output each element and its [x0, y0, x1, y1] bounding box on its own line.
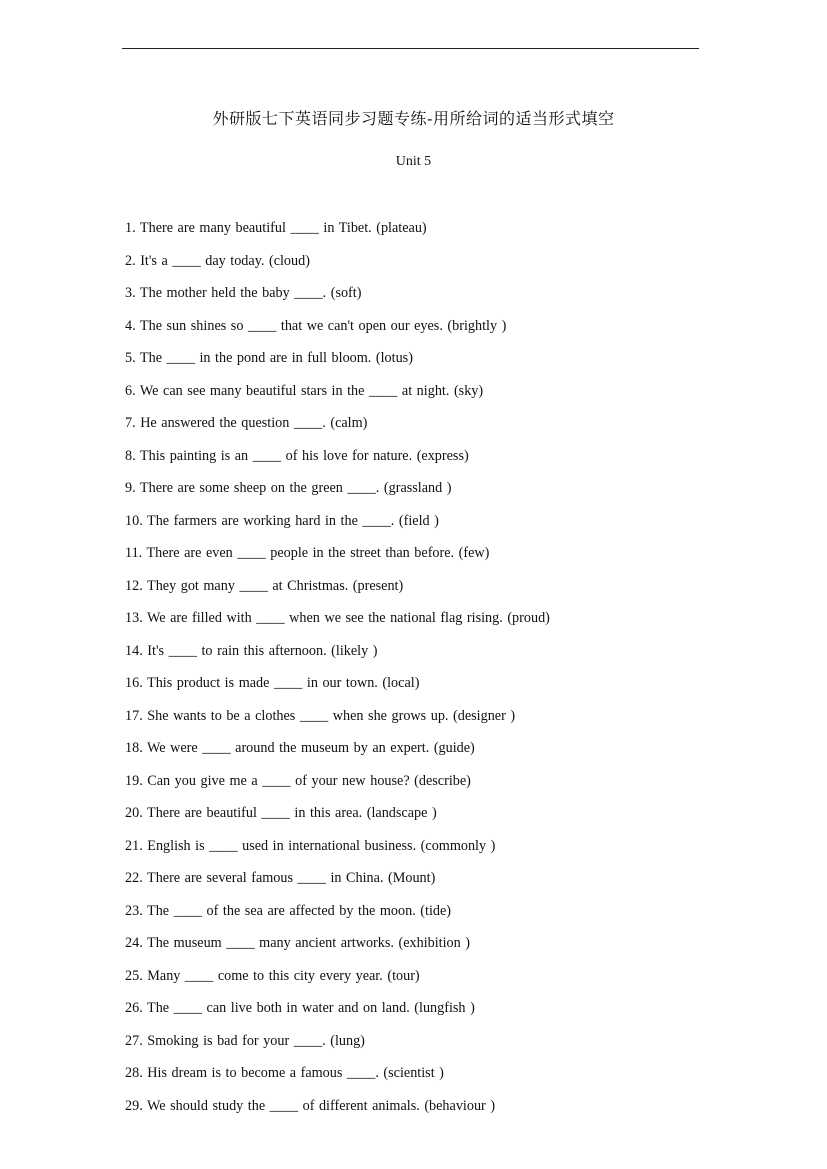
question-item: 28. His dream is to become a famous ____. (scientist ) [125, 1065, 444, 1081]
question-item: 16. This product is made ____ in our town. (local) [125, 675, 420, 691]
question-item: 29. We should study the ____ of different animals. (behaviour ) [125, 1097, 496, 1114]
question-item: 26. The ____ can live both in water and on land. (lungfish ) [125, 1000, 475, 1016]
question-item: 10. The farmers are working hard in the ____. (field ) [125, 512, 439, 529]
question-item: 3. The mother held the baby ____. (soft) [125, 285, 362, 301]
document-title: 外研版七下英语同步习题专练-用所给词的适当形式填空 [212, 109, 615, 128]
question-item: 11. There are even ____ people in the street than before. (few) [125, 545, 490, 561]
question-item: 13. We are filled with ____ when we see the national flag rising. (proud) [125, 610, 550, 626]
question-item: 4. The sun shines so ____ that we can't open our eyes. (brightly ) [125, 317, 507, 334]
question-item: 20. There are beautiful ____ in this area. (landscape ) [125, 805, 437, 821]
question-item: 17. She wants to be a clothes ____ when she grows up. (designer ) [125, 707, 516, 724]
unit-heading: Unit 5 [395, 154, 432, 169]
question-item: 7. He answered the question ____. (calm) [125, 415, 368, 431]
question-item: 24. The museum ____ many ancient artworks. (exhibition ) [125, 935, 471, 951]
question-item: 5. The ____ in the pond are in full bloom. (lotus) [125, 350, 413, 366]
question-item: 2. It's a ____ day today. (cloud) [125, 252, 310, 269]
question-item: 19. Can you give me a ____ of your new house? (describe) [125, 772, 471, 789]
question-item: 25. Many ____ come to this city every year. (tour) [125, 967, 420, 984]
question-item: 21. English is ____ used in international business. (commonly ) [125, 837, 496, 854]
question-item: 18. We were ____ around the museum by an expert. (guide) [125, 740, 475, 756]
header-rule [122, 48, 699, 49]
question-item: 27. Smoking is bad for your ____. (lung) [125, 1032, 365, 1049]
question-item: 12. They got many ____ at Christmas. (present) [125, 577, 404, 594]
question-item: 9. There are some sheep on the green ____. (grassland ) [125, 480, 452, 496]
question-item: 1. There are many beautiful ____ in Tibet. (plateau) [125, 220, 427, 236]
question-item: 23. The ____ of the sea are affected by the moon. (tide) [125, 902, 452, 919]
question-item: 8. This painting is an ____ of his love for nature. (express) [125, 447, 469, 464]
question-item: 22. There are several famous ____ in China. (Mount) [125, 870, 436, 886]
question-item: 6. We can see many beautiful stars in the ____ at night. (sky) [125, 382, 484, 399]
question-item: 14. It's ____ to rain this afternoon. (likely ) [125, 642, 378, 659]
